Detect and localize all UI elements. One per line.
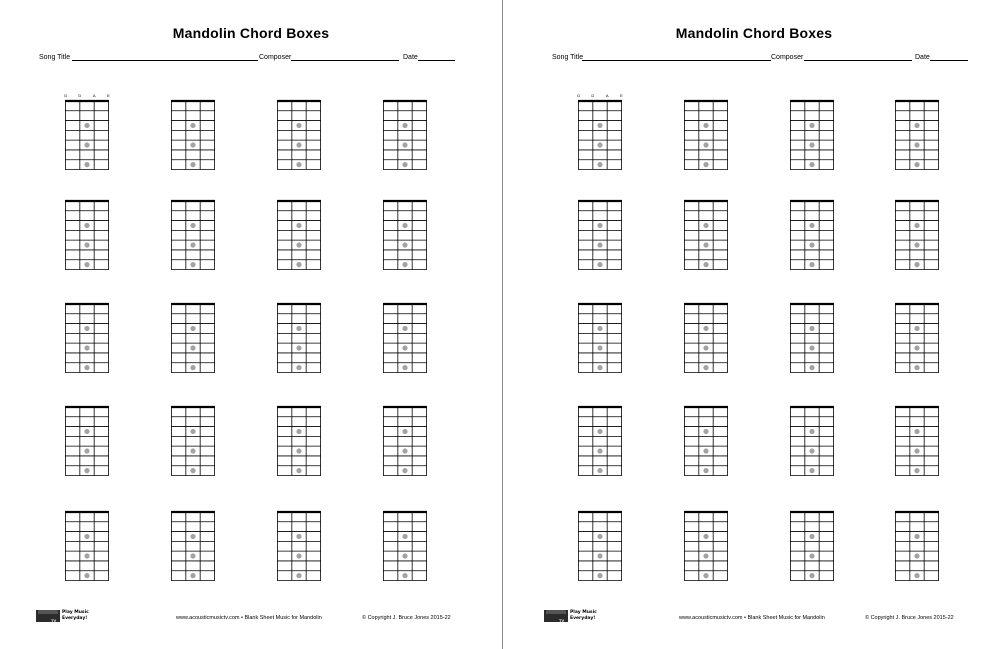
fret-marker-dot [809, 123, 814, 128]
chord-box[interactable] [790, 100, 834, 170]
fret-marker-dot [914, 326, 919, 331]
fretboard-diagram [171, 303, 215, 373]
fret-marker-dot [809, 223, 814, 228]
fret-marker-dot [296, 262, 301, 267]
chord-box[interactable] [277, 200, 321, 270]
string-label: G [576, 93, 581, 98]
fret-marker-dot [809, 162, 814, 167]
date-label: Date [915, 54, 930, 61]
fret-marker-dot [84, 534, 89, 539]
chord-box[interactable] [171, 100, 215, 170]
fret-marker-dot [809, 242, 814, 247]
fretboard-diagram [171, 200, 215, 270]
fret-marker-dot [703, 429, 708, 434]
fret-marker-dot [914, 123, 919, 128]
chord-box[interactable] [576, 93, 623, 170]
fret-marker-dot [703, 468, 708, 473]
fretboard-diagram [65, 511, 109, 581]
fretboard-diagram [277, 511, 321, 581]
chord-box[interactable] [684, 100, 728, 170]
fret-marker-dot [597, 242, 602, 247]
fretboard-diagram [790, 406, 834, 476]
fret-marker-dot [703, 573, 708, 578]
fret-marker-dot [703, 262, 708, 267]
fret-marker-dot [296, 242, 301, 247]
chord-box[interactable] [277, 100, 321, 170]
chord-box[interactable] [383, 200, 427, 270]
fret-marker-dot [703, 142, 708, 147]
fret-marker-dot [914, 242, 919, 247]
fret-marker-dot [84, 326, 89, 331]
fret-marker-dot [402, 534, 407, 539]
fret-marker-dot [190, 326, 195, 331]
fret-marker-dot [296, 123, 301, 128]
fretboard-diagram [383, 303, 427, 373]
fret-marker-dot [190, 534, 195, 539]
chord-box[interactable] [578, 303, 622, 373]
chord-box[interactable] [65, 303, 109, 373]
fret-marker-dot [402, 468, 407, 473]
fret-marker-dot [190, 429, 195, 434]
fretboard-diagram [171, 100, 215, 170]
chord-box[interactable] [684, 200, 728, 270]
composer-line [291, 60, 399, 61]
fret-marker-dot [597, 223, 602, 228]
string-label: E [107, 93, 110, 98]
fret-marker-dot [597, 468, 602, 473]
fretboard-diagram [578, 406, 622, 476]
fret-marker-dot [296, 553, 301, 558]
fret-marker-dot [597, 142, 602, 147]
fretboard-diagram [684, 406, 728, 476]
chord-box[interactable] [63, 93, 110, 170]
fret-marker-dot [402, 223, 407, 228]
composer-label: Composer [259, 54, 292, 61]
fret-marker-dot [703, 448, 708, 453]
fret-marker-dot [190, 162, 195, 167]
fret-marker-dot [84, 468, 89, 473]
fret-marker-dot [84, 448, 89, 453]
fret-marker-dot [914, 448, 919, 453]
fret-marker-dot [190, 142, 195, 147]
fret-marker-dot [402, 142, 407, 147]
footer-copyright: © Copyright J. Bruce Jones 2015-22 [362, 615, 451, 621]
composer-line [804, 60, 912, 61]
fret-marker-dot [296, 429, 301, 434]
fret-marker-dot [84, 223, 89, 228]
fretboard-diagram [65, 200, 109, 270]
chord-box[interactable] [171, 303, 215, 373]
fret-marker-dot [597, 534, 602, 539]
fret-marker-dot [84, 242, 89, 247]
fret-marker-dot [190, 242, 195, 247]
fret-marker-dot [597, 345, 602, 350]
fret-marker-dot [597, 553, 602, 558]
fretboard-diagram [578, 511, 622, 581]
composer-field[interactable] [771, 54, 912, 61]
fret-marker-dot [703, 242, 708, 247]
fret-marker-dot [597, 262, 602, 267]
fret-marker-dot [809, 448, 814, 453]
page-title: Mandolin Chord Boxes [172, 25, 330, 41]
fret-marker-dot [703, 345, 708, 350]
fretboard-diagram [277, 100, 321, 170]
fret-marker-dot [402, 553, 407, 558]
logo-tagline-1: Play Music [570, 610, 597, 615]
fretboard-diagram [684, 303, 728, 373]
fretboard-diagram [790, 511, 834, 581]
string-label: D [78, 93, 82, 98]
fret-marker-dot [402, 162, 407, 167]
fretboard-diagram [790, 100, 834, 170]
fretboard-diagram [578, 200, 622, 270]
logo-badge-text: TV [559, 618, 565, 623]
fret-marker-dot [190, 573, 195, 578]
fretboard-diagram [171, 406, 215, 476]
fret-marker-dot [703, 162, 708, 167]
chord-box[interactable] [895, 406, 939, 476]
fret-marker-dot [402, 326, 407, 331]
fret-marker-dot [703, 123, 708, 128]
chord-box[interactable] [277, 406, 321, 476]
fret-marker-dot [190, 448, 195, 453]
fret-marker-dot [809, 365, 814, 370]
fret-marker-dot [84, 553, 89, 558]
fret-marker-dot [296, 573, 301, 578]
fret-marker-dot [296, 326, 301, 331]
fret-marker-dot [190, 553, 195, 558]
fretboard-diagram [790, 303, 834, 373]
composer-label: Composer [771, 54, 804, 61]
song-title-field[interactable] [552, 54, 771, 61]
fret-marker-dot [402, 573, 407, 578]
chord-box[interactable] [277, 511, 321, 581]
chord-box[interactable] [895, 100, 939, 170]
chord-box[interactable] [790, 200, 834, 270]
chord-box[interactable] [790, 406, 834, 476]
fretboard-diagram [684, 511, 728, 581]
fret-marker-dot [190, 262, 195, 267]
fret-marker-dot [914, 345, 919, 350]
fret-marker-dot [914, 534, 919, 539]
logo-tagline-2: Everyday! [570, 616, 596, 621]
chord-box[interactable] [65, 511, 109, 581]
fret-marker-dot [84, 262, 89, 267]
fret-marker-dot [597, 429, 602, 434]
fret-marker-dot [296, 223, 301, 228]
fret-marker-dot [703, 553, 708, 558]
fret-marker-dot [84, 429, 89, 434]
chord-box[interactable] [383, 100, 427, 170]
fret-marker-dot [190, 223, 195, 228]
song-title-label: Song Title [552, 54, 584, 61]
fret-marker-dot [914, 553, 919, 558]
fret-marker-dot [597, 573, 602, 578]
fret-marker-dot [914, 142, 919, 147]
fretboard-diagram [383, 100, 427, 170]
chord-box[interactable] [383, 511, 427, 581]
fretboard-diagram [895, 511, 939, 581]
fret-marker-dot [809, 142, 814, 147]
fret-marker-dot [914, 573, 919, 578]
string-label: E [620, 93, 623, 98]
page-title: Mandolin Chord Boxes [675, 25, 833, 41]
fret-marker-dot [190, 123, 195, 128]
page-left [0, 0, 502, 649]
chord-box[interactable] [684, 511, 728, 581]
fret-marker-dot [190, 345, 195, 350]
tv-badge-icon [36, 610, 60, 622]
chord-box[interactable] [65, 406, 109, 476]
string-label: A [605, 93, 609, 98]
fretboard-diagram [895, 406, 939, 476]
chord-box[interactable] [578, 200, 622, 270]
fret-marker-dot [703, 365, 708, 370]
fret-marker-dot [84, 573, 89, 578]
acoustic-music-tv-logo [36, 608, 96, 624]
fretboard-diagram [684, 200, 728, 270]
fretboard-diagram [65, 100, 109, 170]
fret-marker-dot [84, 123, 89, 128]
string-label: A [92, 93, 96, 98]
fretboard-diagram [684, 100, 728, 170]
fret-marker-dot [703, 326, 708, 331]
logo-tagline-2: Everyday! [62, 616, 88, 621]
date-label: Date [403, 54, 418, 61]
fretboard-diagram [895, 200, 939, 270]
fretboard-diagram [383, 406, 427, 476]
fret-marker-dot [809, 468, 814, 473]
chord-box[interactable] [65, 200, 109, 270]
fret-marker-dot [809, 429, 814, 434]
fret-marker-dot [190, 365, 195, 370]
fret-marker-dot [914, 365, 919, 370]
date-field[interactable] [915, 54, 968, 61]
fret-marker-dot [296, 345, 301, 350]
tv-badge-icon [544, 610, 568, 622]
string-label: D [591, 93, 595, 98]
fret-marker-dot [402, 448, 407, 453]
fretboard-diagram [578, 303, 622, 373]
fretboard-diagram [895, 100, 939, 170]
fret-marker-dot [84, 365, 89, 370]
fret-marker-dot [402, 242, 407, 247]
chord-box[interactable] [277, 303, 321, 373]
chord-box[interactable] [895, 303, 939, 373]
chord-box[interactable] [383, 303, 427, 373]
fretboard-diagram [277, 303, 321, 373]
chord-box[interactable] [578, 406, 622, 476]
chord-box[interactable] [895, 200, 939, 270]
fret-marker-dot [296, 365, 301, 370]
fret-marker-dot [809, 573, 814, 578]
date-field[interactable] [403, 54, 455, 61]
fret-marker-dot [597, 326, 602, 331]
chord-box[interactable] [383, 406, 427, 476]
fret-marker-dot [914, 162, 919, 167]
fret-marker-dot [597, 448, 602, 453]
chord-box[interactable] [895, 511, 939, 581]
logo-badge-text: TV [51, 618, 57, 623]
song-title-label: Song Title [39, 54, 71, 61]
fretboard-diagram [171, 511, 215, 581]
fret-marker-dot [84, 162, 89, 167]
fret-marker-dot [296, 534, 301, 539]
fret-marker-dot [296, 468, 301, 473]
chord-box[interactable] [790, 511, 834, 581]
fretboard-diagram [65, 406, 109, 476]
fret-marker-dot [703, 223, 708, 228]
acoustic-music-tv-logo [544, 608, 604, 624]
fret-marker-dot [597, 123, 602, 128]
fretboard-diagram [790, 200, 834, 270]
composer-field[interactable] [259, 54, 399, 61]
fret-marker-dot [402, 345, 407, 350]
string-labels [65, 93, 109, 99]
fretboard-diagram [383, 200, 427, 270]
chord-box[interactable] [790, 303, 834, 373]
fretboard-diagram [895, 303, 939, 373]
fret-marker-dot [809, 534, 814, 539]
fret-marker-dot [190, 468, 195, 473]
fretboard-diagram [578, 100, 622, 170]
fret-marker-dot [296, 448, 301, 453]
fret-marker-dot [402, 123, 407, 128]
fret-marker-dot [809, 553, 814, 558]
fretboard-diagram [277, 200, 321, 270]
logo-tagline-1: Play Music [62, 610, 89, 615]
song-title-line [72, 60, 258, 61]
footer-url: www.acousticmusictv.com • Blank Sheet Music for Mandolin [679, 615, 825, 621]
fret-marker-dot [809, 345, 814, 350]
fret-marker-dot [809, 262, 814, 267]
fret-marker-dot [402, 429, 407, 434]
chord-box[interactable] [171, 406, 215, 476]
fretboard-diagram [277, 406, 321, 476]
chord-box[interactable] [578, 511, 622, 581]
date-line [930, 60, 968, 61]
fret-marker-dot [914, 468, 919, 473]
footer-copyright: © Copyright J. Bruce Jones 2015-22 [865, 615, 954, 621]
fret-marker-dot [597, 365, 602, 370]
fret-marker-dot [402, 365, 407, 370]
fret-marker-dot [914, 262, 919, 267]
fret-marker-dot [296, 142, 301, 147]
fret-marker-dot [703, 534, 708, 539]
page-right [503, 0, 1005, 649]
song-title-field[interactable] [39, 54, 258, 61]
fret-marker-dot [809, 326, 814, 331]
song-title-line [582, 60, 771, 61]
fretboard-diagram [65, 303, 109, 373]
fret-marker-dot [84, 345, 89, 350]
chord-box[interactable] [171, 511, 215, 581]
fret-marker-dot [84, 142, 89, 147]
chord-box[interactable] [171, 200, 215, 270]
string-labels [578, 93, 622, 99]
fret-marker-dot [597, 162, 602, 167]
fretboard-diagram [383, 511, 427, 581]
fret-marker-dot [402, 262, 407, 267]
fret-marker-dot [914, 223, 919, 228]
string-label: G [63, 93, 68, 98]
fret-marker-dot [914, 429, 919, 434]
chord-box[interactable] [684, 406, 728, 476]
date-line [418, 60, 455, 61]
footer-url: www.acousticmusictv.com • Blank Sheet Music for Mandolin [176, 615, 322, 621]
chord-box[interactable] [684, 303, 728, 373]
fret-marker-dot [296, 162, 301, 167]
